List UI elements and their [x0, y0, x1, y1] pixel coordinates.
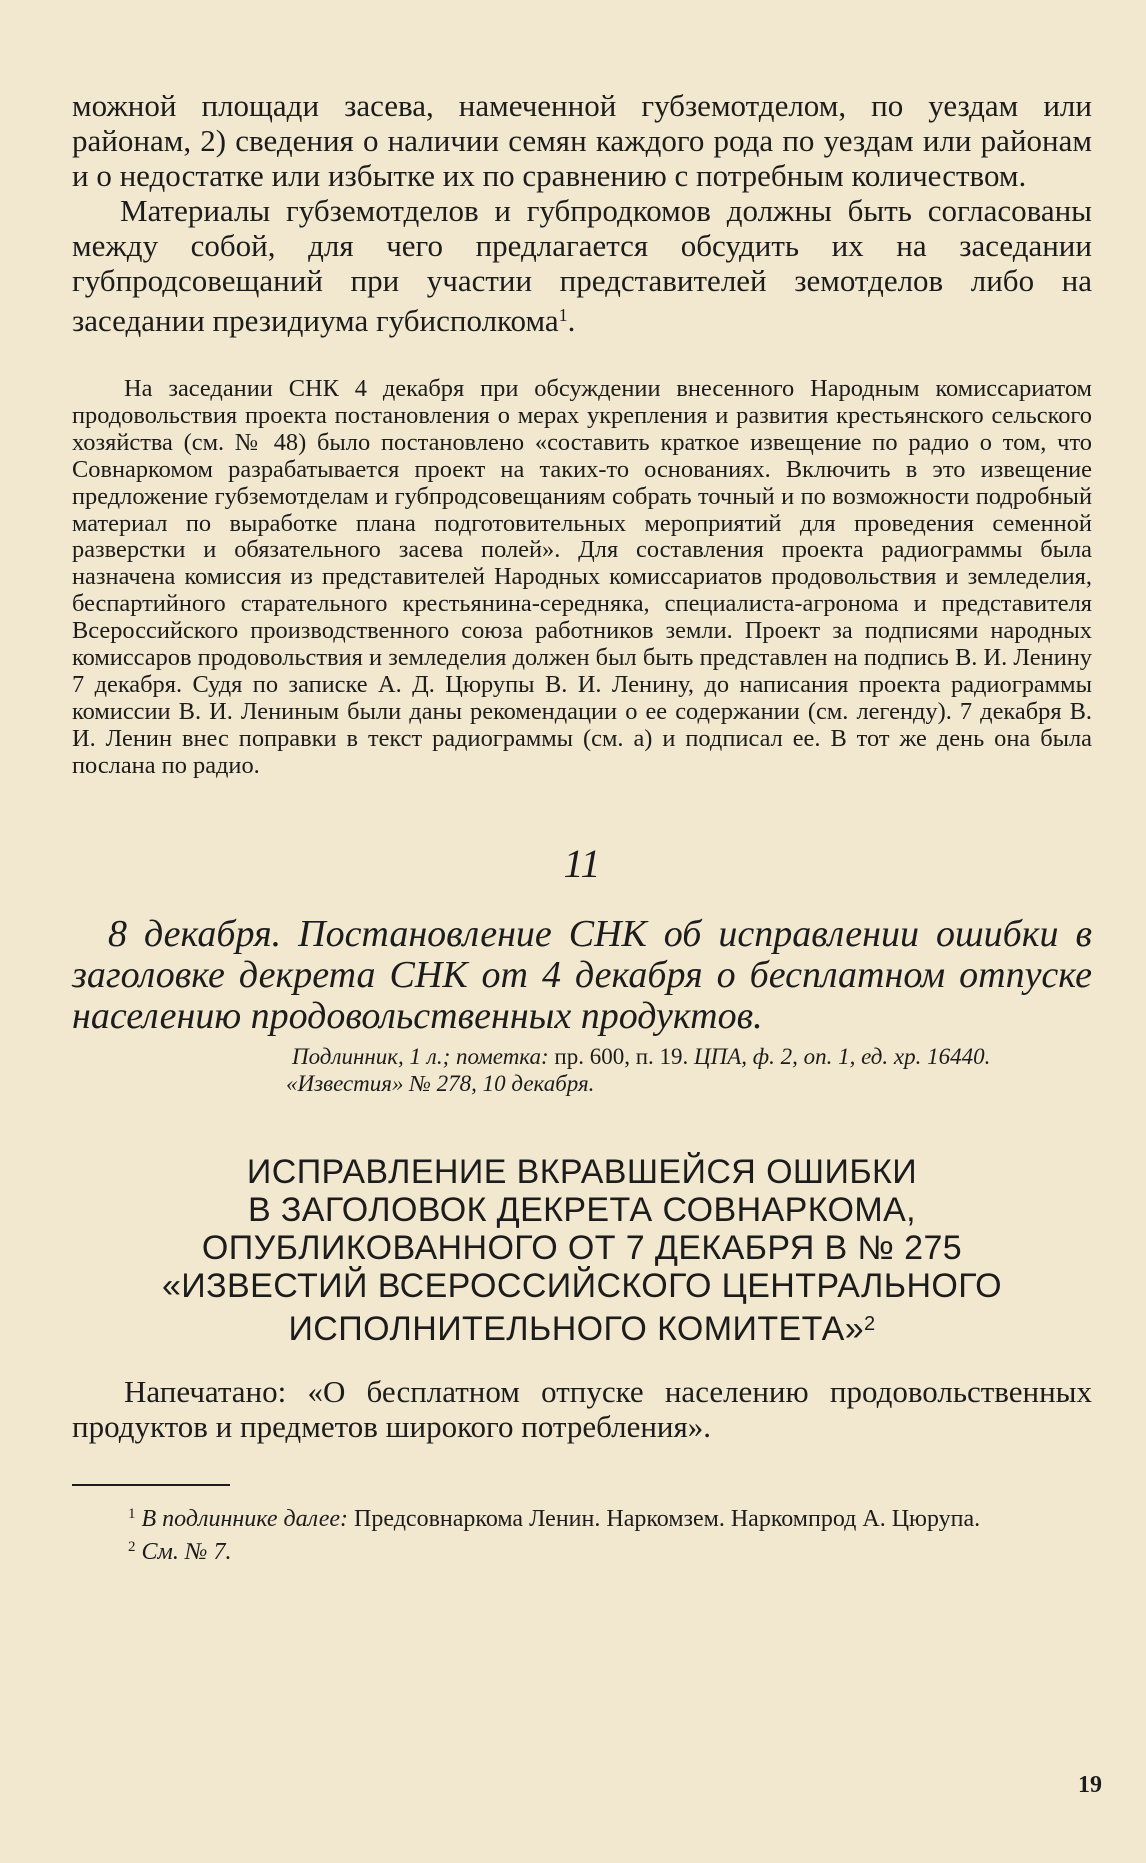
document-source: [72, 1043, 1092, 1097]
heading-line-4: «ИЗВЕСТИЙ ВСЕРОССИЙСКОГО ЦЕНТРАЛЬНОГО: [161, 1266, 1003, 1305]
editor-note: На заседании СНК 4 декабря при обсуждении внесенного Народным комиссариатом продовольствия проекта постановления о мерах укрепления и развития крестьянского сельского хозяйства (см. № 48) было постановлено «составить краткое извещение по радио о том, что Совнаркомом разрабатывается проект на таких-то основаниях. Включить в это извещение предложение губземотделам и губпродсовещаниям собрать точный и по возможности подробный материал по выработке плана подготовительных мероприятий для проведения семенной разверстки и обязательного засева полей». Для составления проекта радиограммы была назначена комиссия из представителей Народных комиссариатов продовольствия и земледелия, беспартийного старательного крестьянина-середняка, специалиста-агронома и представителя Всероссийского производственного союза работников земли. Проект за подписями народных комиссаров продовольствия и земледелия должен был быть представлен на подпись В. И. Ленину 7 декабря. Судя по записке А. Д. Цюрупы В. И. Ленину, до написания проекта радиограммы комиссии В. И. Лениным были даны рекомендации о ее содержании (см. легенду). 7 декабря В. И. Ленин внес поправки в текст радиограммы (см. а) и подписал ее. В тот же день она была послана по радио.: [72, 375, 1092, 779]
heading-line-3: ОПУБЛИКОВАННОГО ОТ 7 ДЕКАБРЯ В № 275: [201, 1228, 963, 1267]
footnote-1: [72, 1500, 1092, 1533]
footnote-1-mark: 1: [128, 1505, 136, 1522]
paragraph-continued: можной площади засева, намеченной губземотделом, по уездам или районам, 2) сведения о наличии семян каждого рода по уездам или районам и о недостатке или избытке их по сравнению с потребным количеством.: [72, 88, 1092, 193]
footnote-1-italic: В подлиннике далее:: [141, 1505, 349, 1532]
heading-line-5: [112, 1305, 1052, 1348]
page-content: [72, 88, 1092, 1566]
footnotes: [72, 1500, 1092, 1566]
footnote-ref-2: 2: [864, 1312, 876, 1335]
footnote-1-text: Предсовнаркома Ленин. Наркомзем. Наркомпрод А. Цюрупа.: [354, 1505, 981, 1532]
source-original: [234, 1043, 1092, 1070]
paragraph-materials-text: Материалы губземотделов и губпродкомов должны быть согласованы между собой, для чего предлагается обсудить их на заседании губпродсовещаний при участии представителей земотделов либо на заседании президиума губисполкома: [72, 193, 1092, 338]
source-izvestia: «Известия» № 278, 10 декабря.: [286, 1070, 595, 1096]
source-original-detail: пр. 600, п. 19.: [554, 1043, 689, 1069]
heading-line-1: ИСПРАВЛЕНИЕ ВКРАВШЕЙСЯ ОШИБКИ: [246, 1152, 918, 1191]
printed-text: Напечатано: «О бесплатном отпуске населению продовольственных продуктов и предметов широкого потребления».: [72, 1373, 1092, 1444]
decree-heading: [72, 1153, 1092, 1348]
page-number: 19: [1078, 1772, 1102, 1798]
source-original-label: Подлинник, 1 л.; пометка:: [292, 1043, 549, 1069]
heading-line-5-text: ИСПОЛНИТЕЛЬНОГО КОМИТЕТА»: [288, 1309, 865, 1348]
document-title: 8 декабря. Постановление СНК об исправлении ошибки в заголовке декрета СНК от 4 декабря о бесплатном отпуске населению продовольственных продуктов.: [72, 912, 1092, 1037]
footnote-ref-1: 1: [558, 305, 568, 325]
paragraph-materials: [72, 193, 1092, 338]
footnote-divider: [72, 1484, 230, 1486]
heading-line-2: В ЗАГОЛОВОК ДЕКРЕТА СОВНАРКОМА,: [247, 1190, 917, 1229]
paragraph-materials-end: .: [567, 303, 576, 338]
footnote-2-mark: 2: [128, 1538, 136, 1555]
footnote-2-text: См. № 7.: [141, 1538, 232, 1565]
source-archive: ЦПА, ф. 2, оп. 1, ед. хр. 16440.: [694, 1043, 991, 1069]
footnote-2: [72, 1533, 1092, 1566]
document-number: 11: [563, 840, 601, 886]
